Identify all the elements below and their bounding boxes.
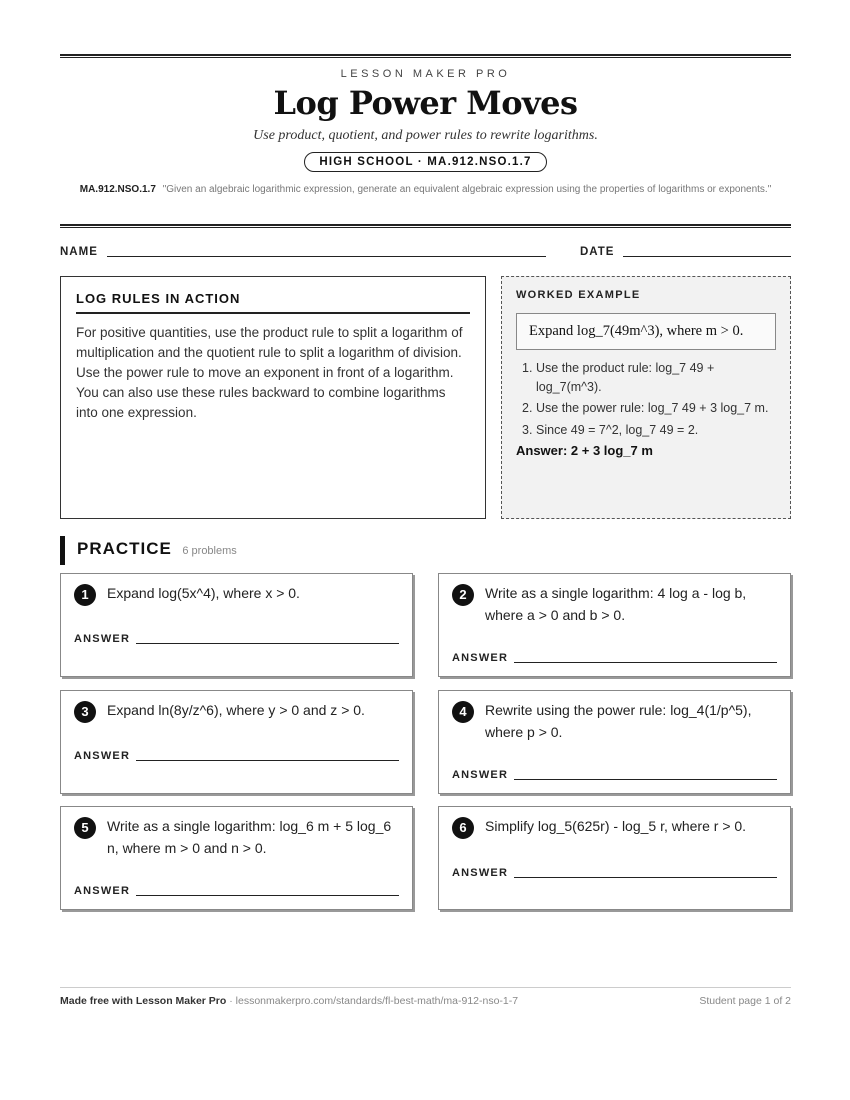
worked-example-steps bbox=[516, 359, 776, 439]
footer-page-number: Student page 1 of 2 bbox=[699, 995, 791, 1007]
practice-title: PRACTICE bbox=[77, 539, 172, 558]
problem-number: 1 bbox=[74, 584, 96, 606]
header-top-rule bbox=[60, 54, 791, 58]
problem-text: Expand ln(8y/z^6), where y > 0 and z > 0. bbox=[107, 702, 365, 718]
problem-number: 2 bbox=[452, 584, 474, 606]
problem-text: Rewrite using the power rule: log_4(1/p^5), where p > 0. bbox=[485, 702, 752, 740]
answer-label: ANSWER bbox=[74, 633, 131, 645]
problem-number: 5 bbox=[74, 817, 96, 839]
answer-label: ANSWER bbox=[74, 885, 131, 897]
worked-example-heading: WORKED EXAMPLE bbox=[516, 289, 641, 301]
practice-heading bbox=[60, 536, 237, 565]
answer-field[interactable] bbox=[514, 662, 777, 663]
answer-field[interactable] bbox=[514, 779, 777, 780]
step-number: 1. bbox=[522, 361, 533, 375]
log-rules-text: For positive quantities, use the product rule to split a logarithm of multiplication and the quotient rule to split a logarithm of division. Use the power rule to move an exponent in front of a logarithm. You can also use these rules backward to combine logarithms into one expression. bbox=[76, 325, 463, 420]
answer-field[interactable] bbox=[136, 895, 399, 896]
problem-card-1 bbox=[60, 573, 413, 677]
practice-count: 6 problems bbox=[182, 545, 237, 557]
name-date-row bbox=[60, 244, 791, 260]
brand-name: LESSON MAKER PRO bbox=[340, 68, 511, 80]
step-text: Use the power rule: log_7 49 + 3 log_7 m. bbox=[536, 401, 769, 415]
standard-code: MA.912.NSO.1.7 bbox=[79, 184, 156, 195]
problem-number: 3 bbox=[74, 701, 96, 723]
step-text: Since 49 = 7^2, log_7 49 = 2. bbox=[536, 422, 699, 437]
answer-label: ANSWER bbox=[74, 750, 131, 762]
problem-text: Simplify log_5(625r) - log_5 r, where r > 0. bbox=[485, 818, 747, 834]
worksheet-title: Log Power Moves bbox=[273, 84, 578, 122]
worked-example-answer: Answer: 2 + 3 log_7 m bbox=[516, 443, 653, 458]
worksheet-subtitle: Use product, quotient, and power rules to rewrite logarithms. bbox=[253, 128, 598, 143]
worked-example-step bbox=[516, 359, 776, 396]
problem-number: 6 bbox=[452, 817, 474, 839]
step-number: 2. bbox=[522, 401, 533, 415]
worked-example-step bbox=[516, 421, 776, 440]
problem-text: Expand log(5x^4), where x > 0. bbox=[107, 585, 300, 601]
worked-example-step bbox=[516, 399, 776, 418]
log-rules-box bbox=[60, 276, 486, 519]
date-label: DATE bbox=[580, 246, 615, 258]
answer-field[interactable] bbox=[514, 877, 777, 878]
date-field[interactable] bbox=[623, 256, 791, 257]
problem-text: Write as a single logarithm: 4 log a - log b, where a > 0 and b > 0. bbox=[485, 585, 747, 623]
problem-card-3 bbox=[60, 690, 413, 794]
answer-label: ANSWER bbox=[452, 769, 509, 781]
answer-field[interactable] bbox=[136, 643, 399, 644]
step-number: 3. bbox=[522, 422, 533, 437]
problem-card-5 bbox=[60, 806, 413, 910]
standard-text: "Given an algebraic logarithmic expression, generate an equivalent algebraic expression using the properties of logarithms or exponents." bbox=[162, 184, 772, 195]
answer-label: ANSWER bbox=[452, 867, 509, 879]
worked-example-problem: Expand log_7(49m^3), where m > 0. bbox=[516, 313, 776, 350]
worked-example-box bbox=[501, 276, 791, 519]
problem-card-4 bbox=[438, 690, 791, 794]
footer-rule bbox=[60, 987, 791, 988]
log-rules-heading: LOG RULES IN ACTION bbox=[76, 291, 470, 314]
header-bottom-rule bbox=[60, 224, 791, 228]
grade-badge-wrap bbox=[60, 152, 791, 172]
footer-credit bbox=[60, 995, 518, 1007]
footer-url[interactable]: · lessonmakerpro.com/standards/fl-best-math/ma-912-nso-1-7 bbox=[226, 995, 519, 1007]
problem-text: Write as a single logarithm: log_6 m + 5 log_6 n, where m > 0 and n > 0. bbox=[107, 818, 392, 856]
name-field[interactable] bbox=[107, 256, 546, 257]
problem-number: 4 bbox=[452, 701, 474, 723]
answer-field[interactable] bbox=[136, 760, 399, 761]
footer-made-with: Made free with Lesson Maker Pro bbox=[60, 995, 227, 1007]
answer-label: ANSWER bbox=[452, 652, 509, 664]
step-text: Use the product rule: log_7 49 + log_7(m^3). bbox=[536, 361, 715, 394]
problem-card-2 bbox=[438, 573, 791, 677]
grade-standard-badge: HIGH SCHOOL · MA.912.NSO.1.7 bbox=[304, 152, 546, 172]
name-label: NAME bbox=[60, 246, 98, 258]
standard-description bbox=[60, 182, 791, 198]
problem-card-6 bbox=[438, 806, 791, 910]
